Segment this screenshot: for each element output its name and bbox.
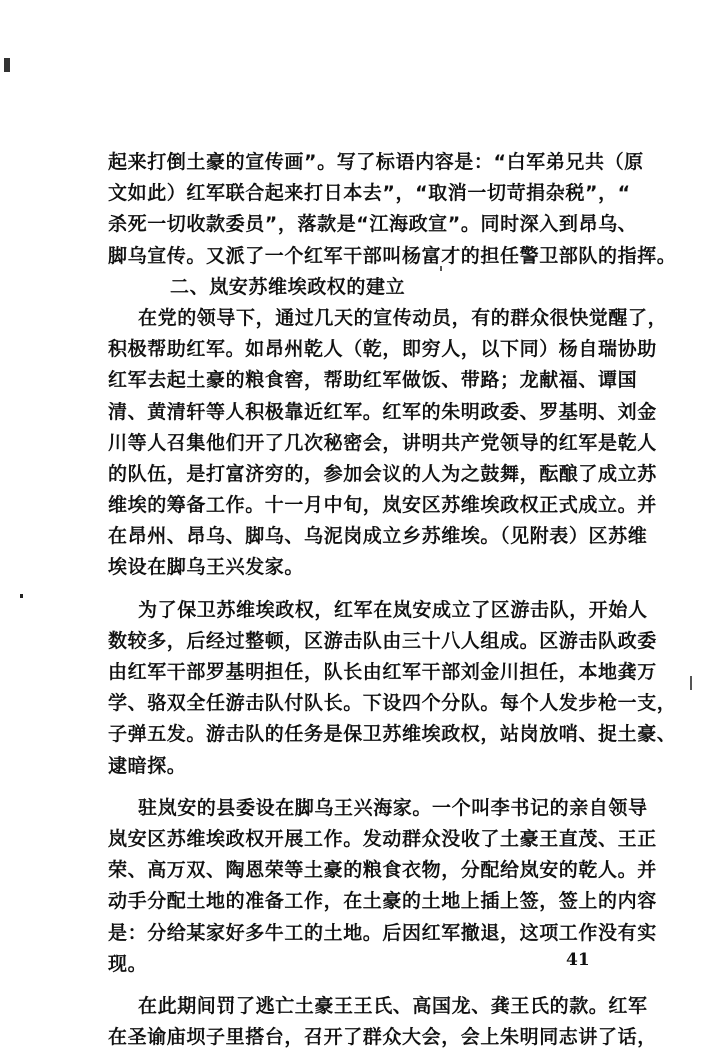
scan-artifact-edge-mark (690, 676, 692, 690)
text-line: 起来打倒土豪的宣传画”。写了标语内容是：“白军弟兄共（原 (108, 151, 644, 173)
section-heading: 二、岚安苏维埃政权的建立 (170, 275, 406, 298)
text-line: 的队伍，是打富济穷的，参加会议的人为之鼓舞，酝酿了成立苏 (108, 462, 657, 485)
text-line: 埃设在脚乌王兴发家。 (108, 556, 305, 579)
text-line: 为了保卫苏维埃政权，红军在岚安成立了区游击队，开始人 (138, 598, 648, 621)
text-line: 在昂州、昂乌、脚乌、乌泥岗成立乡苏维埃。（见附表）区苏维 (108, 525, 648, 548)
text-line: 子弹五发。游击队的任务是保卫苏维埃政权，站岗放哨、捉土豪、 (108, 723, 677, 746)
text-line: 学、骆双全任游击队付队长。下设四个分队。每个人发步枪一支， (108, 692, 677, 715)
text-line: 由红军干部罗基明担任，队长由红军干部刘金川担任，本地龚万 (108, 661, 657, 683)
text-line: 现。 (108, 952, 148, 975)
text-line: 在此期间罚了逃亡土豪王王氏、高国龙、龚王氏的款。红军 (138, 994, 648, 1017)
text-line: 在党的领导下，通过几天的宣传动员，有的群众很快觉醒了， (138, 306, 668, 329)
text-line: 文如此）红军联合起来打日本去”，“取消一切苛捐杂税”，“ (108, 182, 631, 205)
text-line: 驻岚安的县委设在脚乌王兴海家。一个叫李书记的亲自领导 (138, 796, 648, 819)
text-line: 红军去起土豪的粮食窖，帮助红军做饭、带路；龙献福、谭国 (108, 369, 638, 392)
text-line: 动手分配土地的准备工作，在土豪的土地上插上签，签上的内容 (108, 890, 657, 913)
body-text (108, 147, 677, 1053)
text-line: 逮暗探。 (108, 754, 187, 777)
text-line: 是：分给某家好多牛工的土地。后因红军撤退，这项工作没有实 (108, 921, 657, 944)
text-line: 数较多，后经过整顿，区游击队由三十八人组成。区游击队政委 (108, 629, 657, 652)
text-line: 积极帮助红军。如昂州乾人（乾，即穷人，以下同）杨自瑞协助 (108, 338, 657, 361)
text-line: 川等人召集他们开了几次秘密会，讲明共产党领导的红军是乾人 (108, 431, 657, 454)
text-line: 荣、高万双、陶恩荣等土豪的粮食衣物，分配给岚安的乾人。并 (108, 859, 657, 882)
text-line: 维埃的筹备工作。十一月中旬，岚安区苏维埃政权正式成立。并 (108, 494, 657, 517)
text-line: 岚安区苏维埃政权开展工作。发动群众没收了土豪王直茂、王正 (108, 827, 657, 850)
page-number: 41 (566, 950, 590, 970)
scan-artifact-dot (20, 594, 23, 598)
text-line: 清、黄清轩等人积极靠近红军。红军的朱明政委、罗基明、刘金 (108, 400, 657, 423)
text-line: 脚乌宣传。又派了一个红军干部叫杨富才的担任警卫部队的指挥。 (108, 244, 677, 267)
scan-artifact-mark (4, 58, 10, 72)
text-line: 在圣谕庙坝子里搭台，召开了群众大会，会上朱明同志讲了话， (108, 1026, 657, 1049)
text-line: 杀死一切收款委员”，落款是“江海政宣”。同时深入到昂乌、 (108, 213, 638, 236)
